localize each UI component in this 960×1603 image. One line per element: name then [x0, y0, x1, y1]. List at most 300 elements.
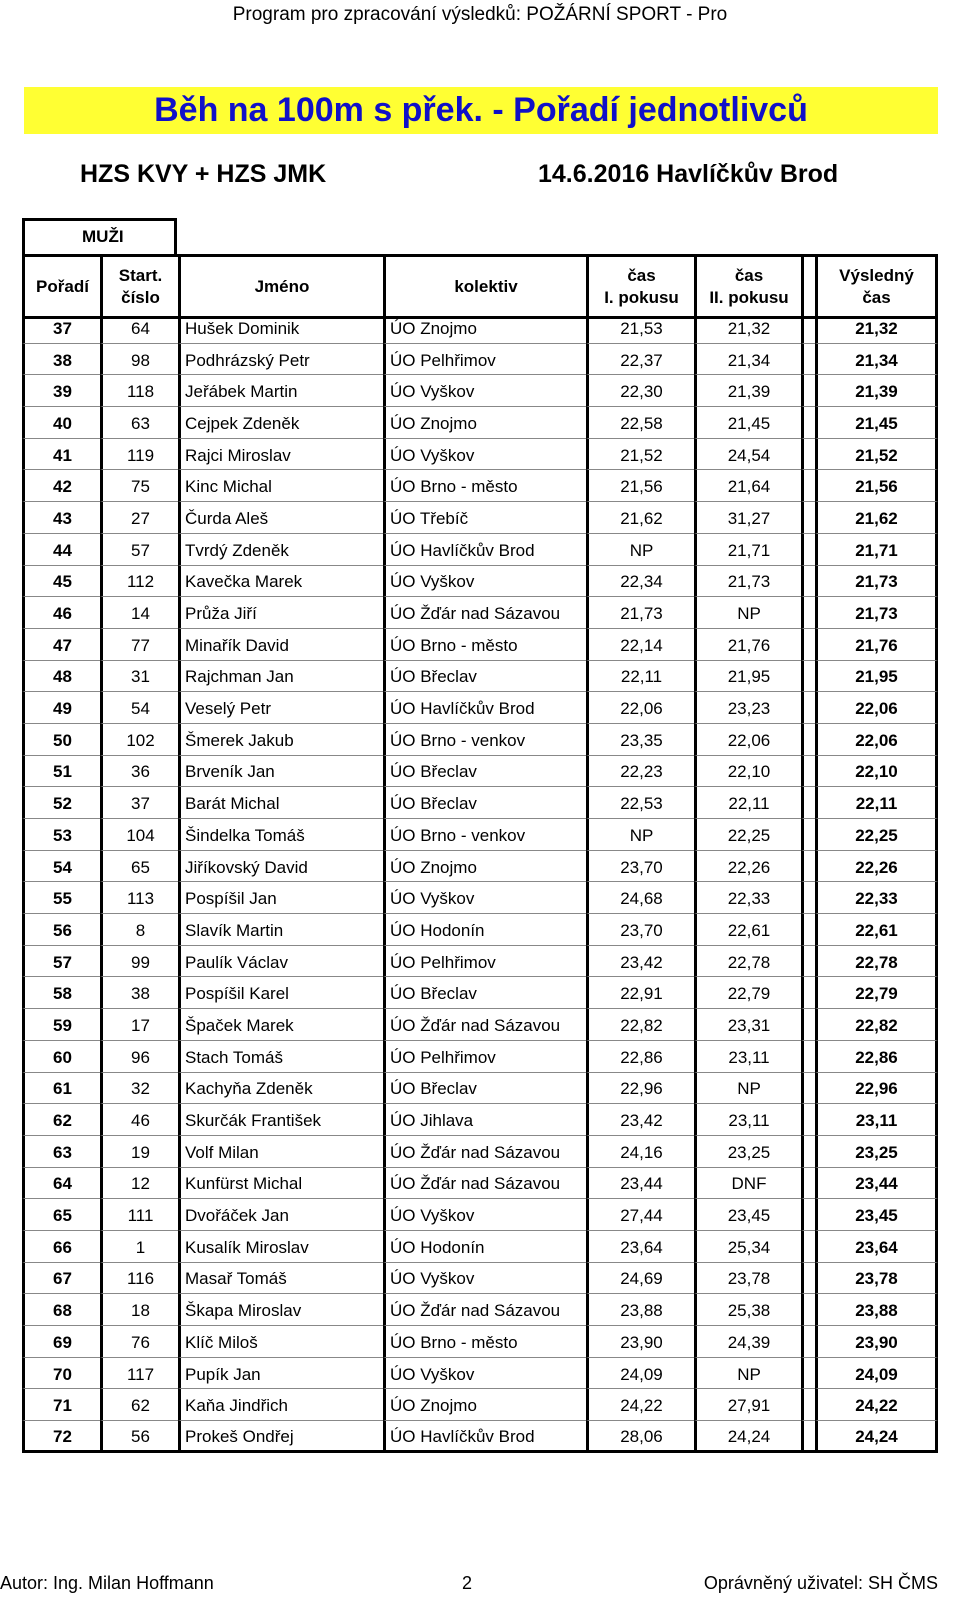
team-cell: ÚO Brno - město [383, 629, 586, 661]
team-cell: ÚO Jihlava [383, 1104, 586, 1136]
rank-cell: 51 [22, 756, 100, 788]
divider-cell [801, 1041, 815, 1073]
team-cell: ÚO Hodonín [383, 1231, 586, 1263]
table-row [22, 1009, 938, 1041]
start-number-cell: 75 [100, 470, 178, 502]
divider-cell [801, 1104, 815, 1136]
name-cell: Hušek Dominik [178, 312, 383, 344]
footer-user: Oprávněný uživatel: SH ČMS [703, 1573, 938, 1593]
final-time-cell: 24,09 [815, 1358, 938, 1390]
table-row [22, 977, 938, 1009]
final-time-cell: 23,88 [815, 1294, 938, 1326]
table-header [22, 254, 938, 319]
name-cell: Kachyňa Zdeněk [178, 1073, 383, 1105]
final-time-cell: 21,73 [815, 566, 938, 598]
table-row [22, 534, 938, 566]
team-cell: ÚO Žďár nad Sázavou [383, 597, 586, 629]
divider-cell [801, 787, 815, 819]
rank-cell: 59 [22, 1009, 100, 1041]
name-cell: Rajchman Jan [178, 661, 383, 693]
start-number-cell: 32 [100, 1073, 178, 1105]
col-name: Jméno [178, 254, 383, 319]
table-row [22, 1326, 938, 1358]
final-time-cell: 22,25 [815, 819, 938, 851]
time-1-cell: 24,16 [586, 1136, 694, 1168]
name-cell: Masař Tomáš [178, 1263, 383, 1295]
name-cell: Špaček Marek [178, 1009, 383, 1041]
final-time-cell: 23,90 [815, 1326, 938, 1358]
name-cell: Kusalík Miroslav [178, 1231, 383, 1263]
table-row [22, 756, 938, 788]
time-1-cell: 24,69 [586, 1263, 694, 1295]
divider-cell [801, 470, 815, 502]
final-time-cell: 22,06 [815, 692, 938, 724]
time-2-cell: 24,24 [694, 1421, 801, 1453]
rank-cell: 48 [22, 661, 100, 693]
time-1-cell: 22,86 [586, 1041, 694, 1073]
rank-cell: 65 [22, 1199, 100, 1231]
start-number-cell: 77 [100, 629, 178, 661]
time-2-cell: 22,33 [694, 882, 801, 914]
team-cell: ÚO Vyškov [383, 1358, 586, 1390]
divider-cell [801, 1263, 815, 1295]
table-row [22, 1231, 938, 1263]
final-time-cell: 23,45 [815, 1199, 938, 1231]
name-cell: Kunfürst Michal [178, 1168, 383, 1200]
final-time-cell: 21,76 [815, 629, 938, 661]
divider-cell [801, 1358, 815, 1390]
team-cell: ÚO Žďár nad Sázavou [383, 1009, 586, 1041]
start-number-cell: 104 [100, 819, 178, 851]
rank-cell: 61 [22, 1073, 100, 1105]
divider-cell [801, 819, 815, 851]
time-1-cell: 23,70 [586, 851, 694, 883]
name-cell: Barát Michal [178, 787, 383, 819]
team-cell: ÚO Brno - město [383, 1326, 586, 1358]
final-time-cell: 23,44 [815, 1168, 938, 1200]
table-row [22, 629, 938, 661]
table-row [22, 1199, 938, 1231]
time-2-cell: 22,79 [694, 977, 801, 1009]
name-cell: Kavečka Marek [178, 566, 383, 598]
name-cell: Podhrázský Petr [178, 344, 383, 376]
name-cell: Jiříkovský David [178, 851, 383, 883]
time-2-cell: 31,27 [694, 502, 801, 534]
team-cell: ÚO Vyškov [383, 566, 586, 598]
time-1-cell: 28,06 [586, 1421, 694, 1453]
time-1-cell: 27,44 [586, 1199, 694, 1231]
time-2-cell: 22,26 [694, 851, 801, 883]
start-number-cell: 19 [100, 1136, 178, 1168]
divider-cell [801, 375, 815, 407]
table-row [22, 1294, 938, 1326]
time-2-cell: 21,73 [694, 566, 801, 598]
time-2-cell: 21,45 [694, 407, 801, 439]
time-2-cell: 22,10 [694, 756, 801, 788]
rank-cell: 53 [22, 819, 100, 851]
time-1-cell: 21,56 [586, 470, 694, 502]
rank-cell: 45 [22, 566, 100, 598]
rank-cell: 56 [22, 914, 100, 946]
team-cell: ÚO Znojmo [383, 1389, 586, 1421]
team-cell: ÚO Znojmo [383, 407, 586, 439]
time-2-cell: 21,32 [694, 312, 801, 344]
final-time-cell: 21,39 [815, 375, 938, 407]
table-row [22, 1263, 938, 1295]
rank-cell: 54 [22, 851, 100, 883]
rank-cell: 71 [22, 1389, 100, 1421]
final-time-cell: 22,78 [815, 946, 938, 978]
team-cell: ÚO Břeclav [383, 787, 586, 819]
team-cell: ÚO Vyškov [383, 439, 586, 471]
time-2-cell: 23,31 [694, 1009, 801, 1041]
name-cell: Prokeš Ondřej [178, 1421, 383, 1453]
rank-cell: 70 [22, 1358, 100, 1390]
time-1-cell: 22,34 [586, 566, 694, 598]
time-1-cell: NP [586, 534, 694, 566]
time-2-cell: 21,34 [694, 344, 801, 376]
time-1-cell: 23,90 [586, 1326, 694, 1358]
table-row [22, 724, 938, 756]
name-cell: Stach Tomáš [178, 1041, 383, 1073]
time-2-cell: 23,45 [694, 1199, 801, 1231]
final-time-cell: 23,11 [815, 1104, 938, 1136]
team-cell: ÚO Břeclav [383, 977, 586, 1009]
time-2-cell: 22,25 [694, 819, 801, 851]
start-number-cell: 98 [100, 344, 178, 376]
event-label: 14.6.2016 Havlíčkův Brod [538, 160, 839, 188]
rank-cell: 49 [22, 692, 100, 724]
start-number-cell: 57 [100, 534, 178, 566]
team-cell: ÚO Břeclav [383, 1073, 586, 1105]
name-cell: Dvořáček Jan [178, 1199, 383, 1231]
start-number-cell: 17 [100, 1009, 178, 1041]
time-1-cell: 23,64 [586, 1231, 694, 1263]
start-number-cell: 64 [100, 312, 178, 344]
team-cell: ÚO Brno - venkov [383, 724, 586, 756]
time-1-cell: 22,06 [586, 692, 694, 724]
table-row [22, 502, 938, 534]
name-cell: Kinc Michal [178, 470, 383, 502]
time-2-cell: 23,23 [694, 692, 801, 724]
divider-cell [801, 597, 815, 629]
team-cell: ÚO Třebíč [383, 502, 586, 534]
name-cell: Veselý Petr [178, 692, 383, 724]
start-number-cell: 117 [100, 1358, 178, 1390]
table-row [22, 1136, 938, 1168]
program-header: Program pro zpracování výsledků: POŽÁRNÍ SPORT - Pro [232, 4, 728, 25]
footer-page-number: 2 [462, 1573, 473, 1593]
start-number-cell: 1 [100, 1231, 178, 1263]
category-box [22, 218, 177, 254]
start-number-cell: 119 [100, 439, 178, 471]
col-start-number: Start. číslo [100, 254, 178, 319]
start-number-cell: 65 [100, 851, 178, 883]
divider-cell [801, 312, 815, 344]
final-time-cell: 22,86 [815, 1041, 938, 1073]
divider-cell [801, 1231, 815, 1263]
rank-cell: 39 [22, 375, 100, 407]
table-row [22, 661, 938, 693]
final-time-cell: 22,79 [815, 977, 938, 1009]
time-1-cell: 22,30 [586, 375, 694, 407]
rank-cell: 67 [22, 1263, 100, 1295]
final-time-cell: 21,34 [815, 344, 938, 376]
divider-cell [801, 407, 815, 439]
time-1-cell: 21,53 [586, 312, 694, 344]
time-2-cell: NP [694, 597, 801, 629]
final-time-cell: 22,82 [815, 1009, 938, 1041]
table-row [22, 407, 938, 439]
start-number-cell: 113 [100, 882, 178, 914]
final-time-cell: 23,25 [815, 1136, 938, 1168]
time-2-cell: 25,38 [694, 1294, 801, 1326]
rank-cell: 40 [22, 407, 100, 439]
final-time-cell: 21,45 [815, 407, 938, 439]
col-team: kolektiv [383, 254, 586, 319]
rank-cell: 50 [22, 724, 100, 756]
start-number-cell: 56 [100, 1421, 178, 1453]
time-1-cell: 22,96 [586, 1073, 694, 1105]
divider-cell [801, 1326, 815, 1358]
final-time-cell: 22,10 [815, 756, 938, 788]
start-number-cell: 76 [100, 1326, 178, 1358]
table-row [22, 1421, 938, 1453]
final-time-cell: 21,73 [815, 597, 938, 629]
start-number-cell: 8 [100, 914, 178, 946]
name-cell: Čurda Aleš [178, 502, 383, 534]
start-number-cell: 99 [100, 946, 178, 978]
final-time-cell: 24,24 [815, 1421, 938, 1453]
name-cell: Minařík David [178, 629, 383, 661]
start-number-cell: 116 [100, 1263, 178, 1295]
time-1-cell: 23,88 [586, 1294, 694, 1326]
team-cell: ÚO Havlíčkův Brod [383, 692, 586, 724]
divider-cell [801, 724, 815, 756]
time-2-cell: 22,11 [694, 787, 801, 819]
time-2-cell: 21,64 [694, 470, 801, 502]
rank-cell: 37 [22, 312, 100, 344]
start-number-cell: 111 [100, 1199, 178, 1231]
table-row [22, 1041, 938, 1073]
final-time-cell: 22,61 [815, 914, 938, 946]
divider-cell [801, 534, 815, 566]
col-time-2: čas II. pokusu [694, 254, 801, 319]
divider-cell [801, 914, 815, 946]
name-cell: Slavík Martin [178, 914, 383, 946]
time-2-cell: NP [694, 1073, 801, 1105]
time-1-cell: 21,73 [586, 597, 694, 629]
table-row [22, 882, 938, 914]
time-2-cell: 25,34 [694, 1231, 801, 1263]
col-rank: Pořadí [22, 254, 100, 319]
time-1-cell: 22,58 [586, 407, 694, 439]
time-2-cell: 22,61 [694, 914, 801, 946]
rank-cell: 60 [22, 1041, 100, 1073]
time-2-cell: NP [694, 1358, 801, 1390]
final-time-cell: 22,26 [815, 851, 938, 883]
time-2-cell: 24,39 [694, 1326, 801, 1358]
time-1-cell: 24,09 [586, 1358, 694, 1390]
name-cell: Šindelka Tomáš [178, 819, 383, 851]
time-2-cell: 23,11 [694, 1104, 801, 1136]
rank-cell: 44 [22, 534, 100, 566]
start-number-cell: 62 [100, 1389, 178, 1421]
time-1-cell: 22,53 [586, 787, 694, 819]
team-cell: ÚO Brno - venkov [383, 819, 586, 851]
start-number-cell: 12 [100, 1168, 178, 1200]
start-number-cell: 36 [100, 756, 178, 788]
time-1-cell: 24,22 [586, 1389, 694, 1421]
divider-cell [801, 439, 815, 471]
rank-cell: 57 [22, 946, 100, 978]
start-number-cell: 63 [100, 407, 178, 439]
divider-cell [801, 1389, 815, 1421]
time-1-cell: 22,91 [586, 977, 694, 1009]
final-time-cell: 22,33 [815, 882, 938, 914]
name-cell: Škapa Miroslav [178, 1294, 383, 1326]
start-number-cell: 37 [100, 787, 178, 819]
start-number-cell: 118 [100, 375, 178, 407]
final-time-cell: 23,64 [815, 1231, 938, 1263]
name-cell: Průža Jiří [178, 597, 383, 629]
table-row [22, 1104, 938, 1136]
rank-cell: 43 [22, 502, 100, 534]
table-row [22, 344, 938, 376]
start-number-cell: 54 [100, 692, 178, 724]
name-cell: Volf Milan [178, 1136, 383, 1168]
team-cell: ÚO Žďár nad Sázavou [383, 1168, 586, 1200]
table-row [22, 375, 938, 407]
table-row [22, 819, 938, 851]
rank-cell: 72 [22, 1421, 100, 1453]
divider-cell [801, 692, 815, 724]
col-final-time: Výsledný čas [815, 254, 938, 319]
divider-cell [801, 882, 815, 914]
time-2-cell: 27,91 [694, 1389, 801, 1421]
name-cell: Jeřábek Martin [178, 375, 383, 407]
time-1-cell: 21,62 [586, 502, 694, 534]
divider-cell [801, 1168, 815, 1200]
time-1-cell: 22,11 [586, 661, 694, 693]
team-cell: ÚO Znojmo [383, 312, 586, 344]
start-number-cell: 27 [100, 502, 178, 534]
rank-cell: 64 [22, 1168, 100, 1200]
rank-cell: 66 [22, 1231, 100, 1263]
team-cell: ÚO Vyškov [383, 375, 586, 407]
time-1-cell: 23,42 [586, 1104, 694, 1136]
divider-cell [801, 946, 815, 978]
time-2-cell: 22,78 [694, 946, 801, 978]
footer-author: Autor: Ing. Milan Hoffmann [0, 1573, 214, 1593]
divider-cell [801, 1009, 815, 1041]
start-number-cell: 112 [100, 566, 178, 598]
rank-cell: 63 [22, 1136, 100, 1168]
time-2-cell: 24,54 [694, 439, 801, 471]
time-2-cell: 21,76 [694, 629, 801, 661]
time-2-cell: 21,95 [694, 661, 801, 693]
time-1-cell: 22,37 [586, 344, 694, 376]
name-cell: Pospíšil Karel [178, 977, 383, 1009]
team-cell: ÚO Pelhřimov [383, 946, 586, 978]
table-row [22, 914, 938, 946]
rank-cell: 69 [22, 1326, 100, 1358]
table-row [22, 597, 938, 629]
rank-cell: 41 [22, 439, 100, 471]
table-row [22, 692, 938, 724]
rank-cell: 38 [22, 344, 100, 376]
table-row [22, 1389, 938, 1421]
table-row [22, 566, 938, 598]
page-title: Běh na 100m s přek. - Pořadí jednotlivců [24, 87, 938, 134]
time-1-cell: NP [586, 819, 694, 851]
divider-cell [801, 1073, 815, 1105]
time-1-cell: 24,68 [586, 882, 694, 914]
table-row [22, 1358, 938, 1390]
name-cell: Šmerek Jakub [178, 724, 383, 756]
final-time-cell: 22,96 [815, 1073, 938, 1105]
col-time-1: čas I. pokusu [586, 254, 694, 319]
team-cell: ÚO Havlíčkův Brod [383, 534, 586, 566]
table-row [22, 312, 938, 344]
name-cell: Klíč Miloš [178, 1326, 383, 1358]
time-2-cell: 23,25 [694, 1136, 801, 1168]
team-cell: ÚO Znojmo [383, 851, 586, 883]
time-2-cell: 21,71 [694, 534, 801, 566]
time-1-cell: 23,44 [586, 1168, 694, 1200]
start-number-cell: 102 [100, 724, 178, 756]
divider-cell [801, 629, 815, 661]
final-time-cell: 21,32 [815, 312, 938, 344]
teams-label: HZS KVY + HZS JMK [80, 160, 327, 188]
name-cell: Pospíšil Jan [178, 882, 383, 914]
divider-cell [801, 756, 815, 788]
team-cell: ÚO Žďár nad Sázavou [383, 1294, 586, 1326]
table-row [22, 946, 938, 978]
table-row [22, 1168, 938, 1200]
divider-cell [801, 566, 815, 598]
start-number-cell: 18 [100, 1294, 178, 1326]
divider-cell [801, 344, 815, 376]
rank-cell: 46 [22, 597, 100, 629]
final-time-cell: 23,78 [815, 1263, 938, 1295]
rank-cell: 52 [22, 787, 100, 819]
final-time-cell: 21,52 [815, 439, 938, 471]
start-number-cell: 46 [100, 1104, 178, 1136]
col-divider [801, 254, 815, 319]
start-number-cell: 96 [100, 1041, 178, 1073]
final-time-cell: 22,11 [815, 787, 938, 819]
team-cell: ÚO Vyškov [383, 882, 586, 914]
results-table [22, 312, 938, 1453]
table-row [22, 439, 938, 471]
divider-cell [801, 1421, 815, 1453]
start-number-cell: 14 [100, 597, 178, 629]
rank-cell: 42 [22, 470, 100, 502]
final-time-cell: 22,06 [815, 724, 938, 756]
divider-cell [801, 1294, 815, 1326]
time-1-cell: 23,70 [586, 914, 694, 946]
team-cell: ÚO Hodonín [383, 914, 586, 946]
team-cell: ÚO Brno - město [383, 470, 586, 502]
name-cell: Tvrdý Zdeněk [178, 534, 383, 566]
rank-cell: 55 [22, 882, 100, 914]
final-time-cell: 21,71 [815, 534, 938, 566]
final-time-cell: 21,56 [815, 470, 938, 502]
divider-cell [801, 1199, 815, 1231]
time-1-cell: 22,82 [586, 1009, 694, 1041]
name-cell: Skurčák František [178, 1104, 383, 1136]
